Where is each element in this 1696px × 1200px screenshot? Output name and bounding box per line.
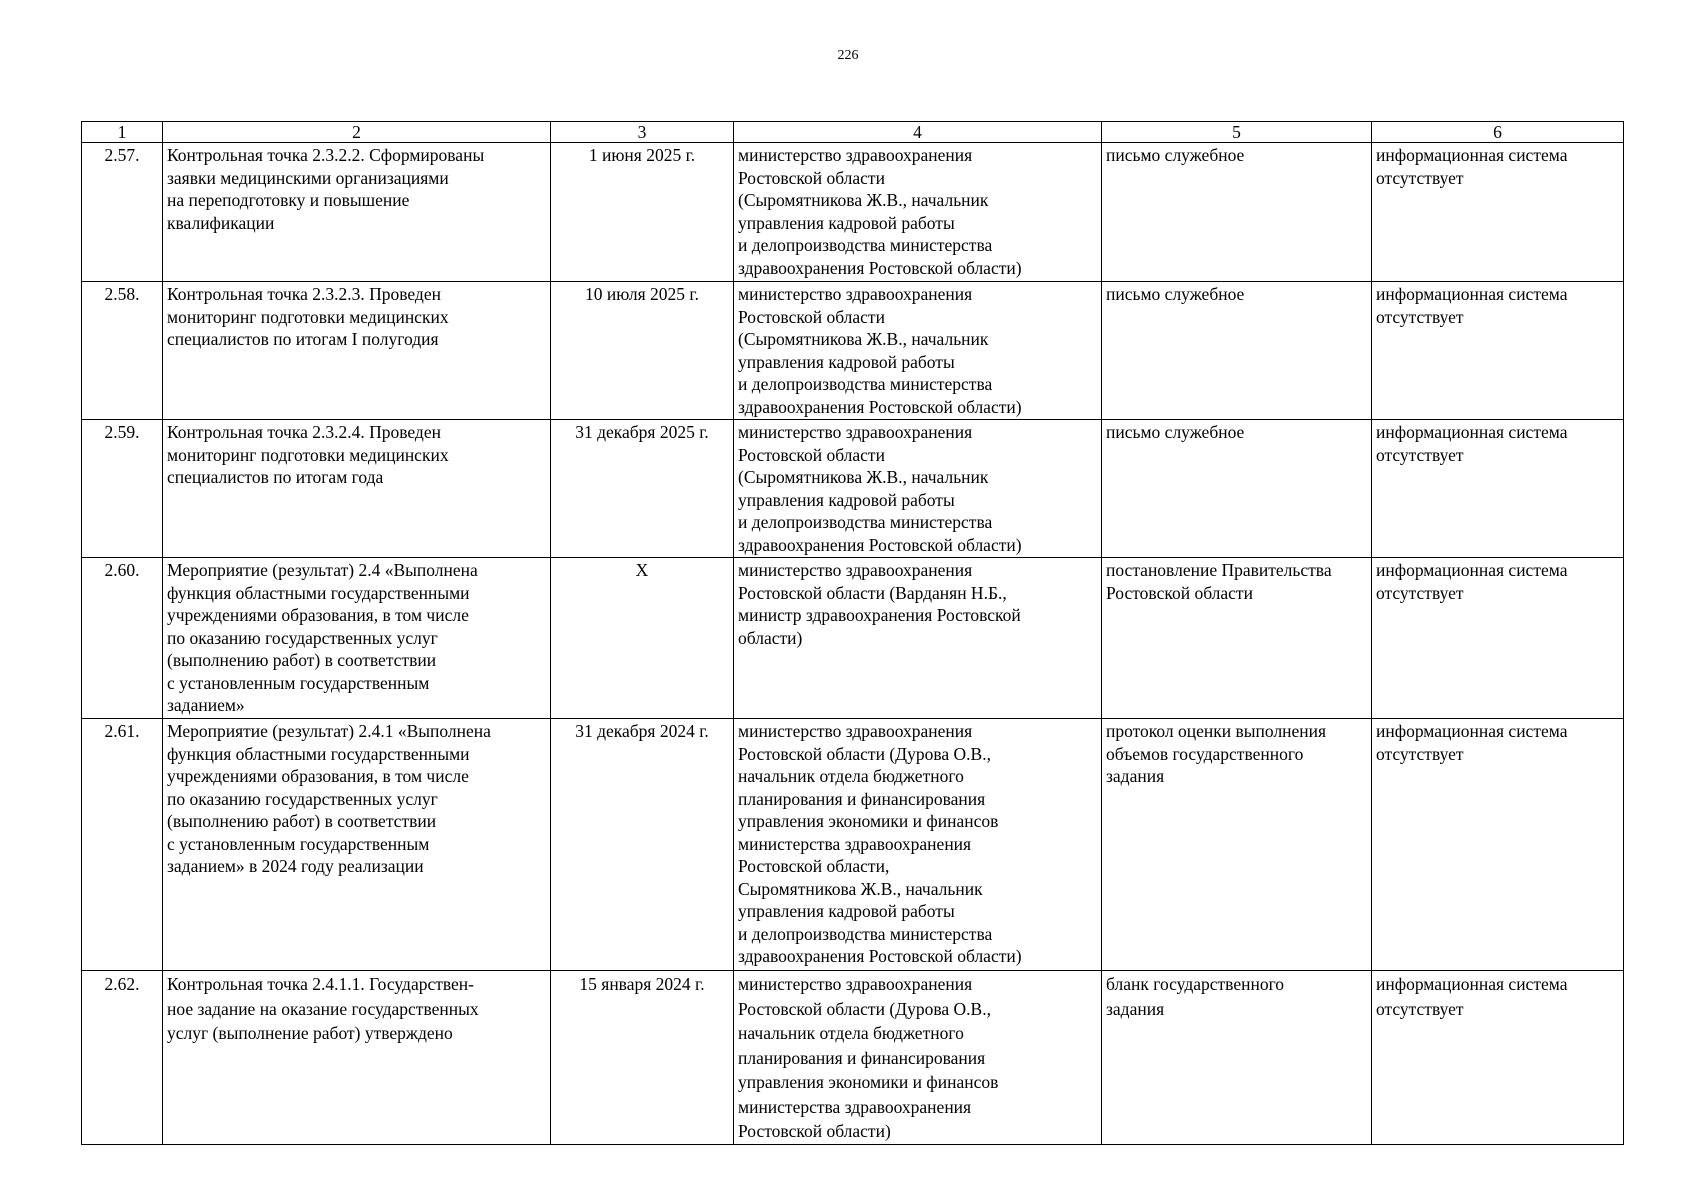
table-row — [82, 719, 1624, 971]
row-date: 31 декабря 2025 г. — [551, 420, 734, 558]
row-date: X — [551, 558, 734, 719]
row-name: Контрольная точка 2.3.2.2. Сформированы заявки медицинскими организациями на переподготовку и повышение квалификации — [163, 143, 551, 282]
row-document: письмо служебное — [1102, 143, 1372, 282]
row-date: 15 января 2024 г. — [551, 971, 734, 1145]
row-responsible: министерство здравоохранения Ростовской области (Дурова О.В., начальник отдела бюджетного планирования и финансирования управления экономики и финансов министерства здравоохранения Ростовской области, Сыромятникова Ж.В., начальник управления кадровой работы и делопроизводства министерства здравоохранения Ростовской области) — [734, 719, 1102, 971]
column-header-2: 2 — [163, 122, 551, 143]
row-number: 2.62. — [82, 971, 163, 1145]
row-system: информационная система отсутствует — [1372, 558, 1624, 719]
row-responsible: министерство здравоохранения Ростовской области (Варданян Н.Б., министр здравоохранения Ростовской области) — [734, 558, 1102, 719]
row-responsible: министерство здравоохранения Ростовской области (Сыромятникова Ж.В., начальник управления кадровой работы и делопроизводства министерства здравоохранения Ростовской области) — [734, 143, 1102, 282]
row-date: 1 июня 2025 г. — [551, 143, 734, 282]
table-row — [82, 282, 1624, 420]
row-date: 31 декабря 2024 г. — [551, 719, 734, 971]
table-row — [82, 971, 1624, 1145]
row-name: Контрольная точка 2.3.2.3. Проведен мониторинг подготовки медицинских специалистов по итогам I полугодия — [163, 282, 551, 420]
header-row — [82, 122, 1624, 143]
row-system: информационная система отсутствует — [1372, 143, 1624, 282]
column-header-5: 5 — [1102, 122, 1372, 143]
row-responsible: министерство здравоохранения Ростовской области (Сыромятникова Ж.В., начальник управления кадровой работы и делопроизводства министерства здравоохранения Ростовской области) — [734, 420, 1102, 558]
row-number: 2.59. — [82, 420, 163, 558]
row-name: Мероприятие (результат) 2.4.1 «Выполнена функция областными государственными учреждениями образования, в том числе по оказанию государственных услуг (выполнению работ) в соответствии с установленным государственным заданием» в 2024 году реализации — [163, 719, 551, 971]
row-number: 2.60. — [82, 558, 163, 719]
row-document: бланк государственного задания — [1102, 971, 1372, 1145]
column-header-4: 4 — [734, 122, 1102, 143]
row-number: 2.61. — [82, 719, 163, 971]
row-system: информационная система отсутствует — [1372, 282, 1624, 420]
row-date: 10 июля 2025 г. — [551, 282, 734, 420]
row-responsible: министерство здравоохранения Ростовской области (Дурова О.В., начальник отдела бюджетного планирования и финансирования управления экономики и финансов министерства здравоохранения Ростовской области) — [734, 971, 1102, 1145]
row-document: письмо служебное — [1102, 420, 1372, 558]
column-header-6: 6 — [1372, 122, 1624, 143]
table-row — [82, 558, 1624, 719]
row-responsible: министерство здравоохранения Ростовской области (Сыромятникова Ж.В., начальник управления кадровой работы и делопроизводства министерства здравоохранения Ростовской области) — [734, 282, 1102, 420]
page-number: 226 — [837, 48, 859, 63]
row-system: информационная система отсутствует — [1372, 420, 1624, 558]
row-document: постановление Правительства Ростовской области — [1102, 558, 1372, 719]
row-number: 2.58. — [82, 282, 163, 420]
row-system: информационная система отсутствует — [1372, 719, 1624, 971]
table-row — [82, 420, 1624, 558]
column-header-1: 1 — [82, 122, 163, 143]
row-document: протокол оценки выполнения объемов государственного задания — [1102, 719, 1372, 971]
row-name: Контрольная точка 2.4.1.1. Государствен- ное задание на оказание государственных услуг (выполнение работ) утверждено — [163, 971, 551, 1145]
row-number: 2.57. — [82, 143, 163, 282]
column-header-3: 3 — [551, 122, 734, 143]
plan-table — [81, 121, 1624, 1145]
row-name: Мероприятие (результат) 2.4 «Выполнена функция областными государственными учреждениями образования, в том числе по оказанию государственных услуг (выполнению работ) в соответствии с установленным государственным заданием» — [163, 558, 551, 719]
row-system: информационная система отсутствует — [1372, 971, 1624, 1145]
row-document: письмо служебное — [1102, 282, 1372, 420]
row-name: Контрольная точка 2.3.2.4. Проведен мониторинг подготовки медицинских специалистов по итогам года — [163, 420, 551, 558]
table-row — [82, 143, 1624, 282]
